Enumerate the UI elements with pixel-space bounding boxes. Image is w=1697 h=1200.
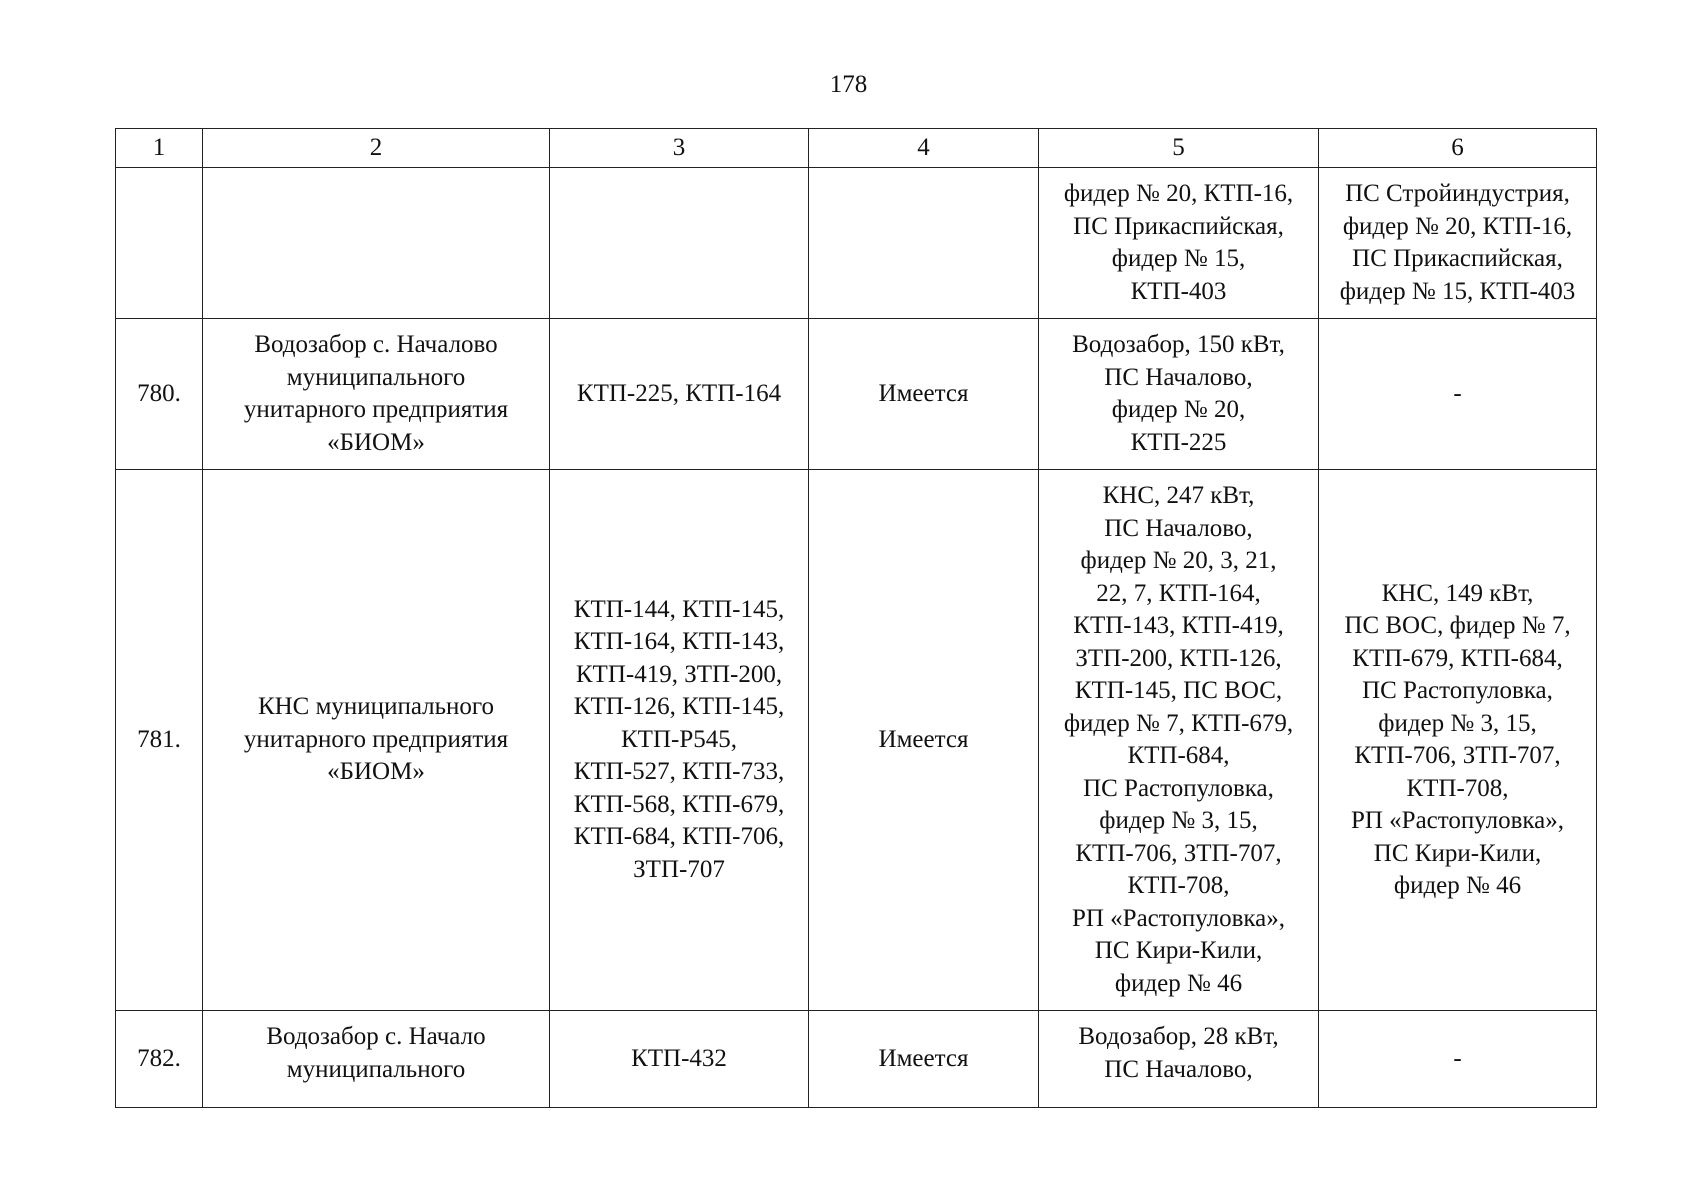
object-name-cell: Водозабор с. Началово муниципального унитарного предприятия «БИОМ» [203, 319, 550, 470]
substations-cell [550, 168, 809, 319]
column-header: 1 [116, 129, 203, 168]
object-name-cell: Водозабор с. Начало муниципального [203, 1011, 550, 1108]
column-header: 5 [1039, 129, 1319, 168]
data-table [115, 128, 1597, 1108]
row-number-cell [116, 168, 203, 319]
column-header: 4 [809, 129, 1039, 168]
substations-cell: КТП-225, КТП-164 [550, 319, 809, 470]
table-header-row [116, 129, 1597, 168]
column-header: 2 [203, 129, 550, 168]
table-row [116, 470, 1597, 1011]
backup-source-cell: КНС, 149 кВт, ПС ВОС, фидер № 7, КТП-679, КТП-684, ПС Растопуловка, фидер № 3, 15, КТП-706, ЗТП-707, КТП-708, РП «Растопуловка», ПС Кири-Кили, фидер № 46 [1319, 470, 1597, 1011]
object-name-cell [203, 168, 550, 319]
page-number: 178 [829, 71, 868, 98]
backup-source-cell: ПС Стройиндустрия, фидер № 20, КТП-16, ПС Прикаспийская, фидер № 15, КТП-403 [1319, 168, 1597, 319]
table-row [116, 1011, 1597, 1108]
column-header: 6 [1319, 129, 1597, 168]
row-number-cell: 782. [116, 1011, 203, 1108]
status-cell: Имеется [809, 1011, 1039, 1108]
backup-source-cell: - [1319, 319, 1597, 470]
status-cell: Имеется [809, 470, 1039, 1011]
backup-source-cell: - [1319, 1011, 1597, 1108]
substations-cell: КТП-432 [550, 1011, 809, 1108]
status-cell: Имеется [809, 319, 1039, 470]
main-source-cell: фидер № 20, КТП-16, ПС Прикаспийская, фидер № 15, КТП-403 [1039, 168, 1319, 319]
table-row [116, 319, 1597, 470]
main-source-cell: Водозабор, 28 кВт, ПС Началово, [1039, 1011, 1319, 1108]
column-header: 3 [550, 129, 809, 168]
table-row [116, 168, 1597, 319]
status-cell [809, 168, 1039, 319]
row-number-cell: 780. [116, 319, 203, 470]
main-source-cell: КНС, 247 кВт, ПС Началово, фидер № 20, 3, 21, 22, 7, КТП-164, КТП-143, КТП-419, ЗТП-200, КТП-126, КТП-145, ПС ВОС, фидер № 7, КТП-679, КТП-684, ПС Растопуловка, фидер № 3, 15, КТП-706, ЗТП-707, КТП-708, РП «Растопуловка», ПС Кири-Кили, фидер № 46 [1039, 470, 1319, 1011]
main-source-cell: Водозабор, 150 кВт, ПС Началово, фидер № 20, КТП-225 [1039, 319, 1319, 470]
object-name-cell: КНС муниципального унитарного предприятия «БИОМ» [203, 470, 550, 1011]
row-number-cell: 781. [116, 470, 203, 1011]
substations-cell: КТП-144, КТП-145, КТП-164, КТП-143, КТП-419, ЗТП-200, КТП-126, КТП-145, КТП-Р545, КТП-527, КТП-733, КТП-568, КТП-679, КТП-684, КТП-706, ЗТП-707 [550, 470, 809, 1011]
